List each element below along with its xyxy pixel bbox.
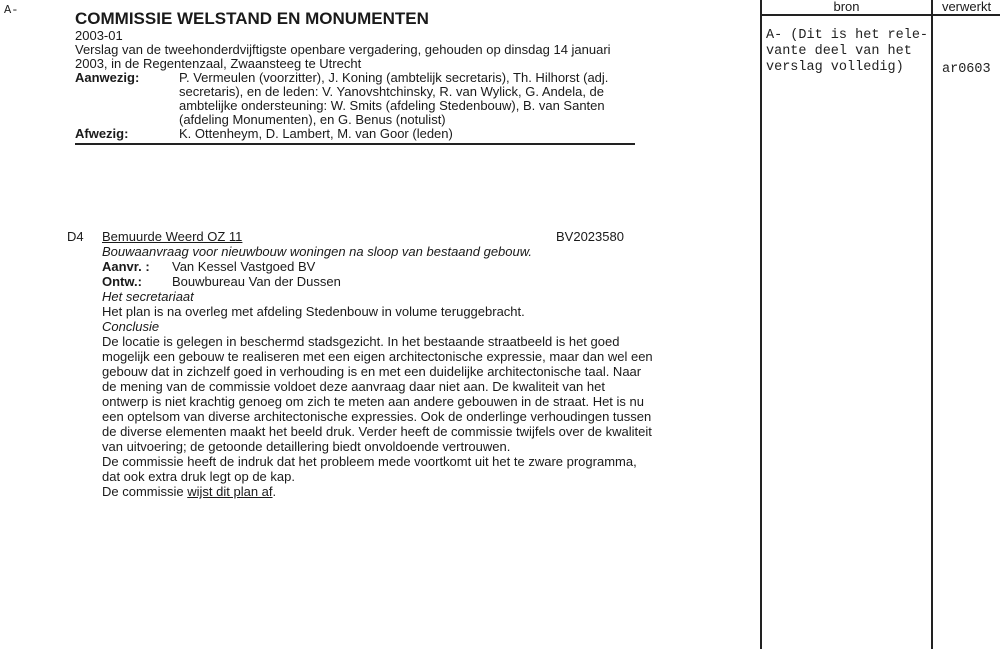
- conclusion-line: gebouw dat in zichzelf goed in verhouding is en met een duidelijke architectonische taal. Naar: [102, 364, 642, 379]
- report-line-2: 2003, in de Regentenzaal, Zwaansteeg te Utrecht: [75, 56, 362, 71]
- margin-mark: A-: [4, 3, 19, 17]
- table-header-rule: [760, 14, 1000, 16]
- conclusion-line: een optelsom van diverse architectonische expressies. Ook de onderlinge verhoudingen tussen: [102, 409, 652, 424]
- present-label: Aanwezig:: [75, 70, 140, 85]
- verdict-prefix: De commissie: [102, 484, 188, 499]
- conclusion-line: de diverse elementen maakt het beeld druk. Verder heeft de commissie twijfels over de kwaliteit: [102, 424, 652, 439]
- item-description: Bouwaanvraag voor nieuwbouw woningen na sloop van bestaand gebouw.: [102, 244, 533, 259]
- conclusion-line: mogelijk een gebouw te realiseren met een eigen architectonische expressie, maar dan wel een: [102, 349, 653, 364]
- verdict-suffix: .: [272, 484, 277, 499]
- conclusion-line: van uitvoering; de getoonde detaillering biedt onvoldoende vertrouwen.: [102, 439, 511, 454]
- item-reference: BV2023580: [556, 229, 624, 244]
- conclusion-line: De locatie is gelegen in beschermd stadsgezicht. In het bestaande straatbeeld is het goed: [102, 334, 620, 349]
- source-line: verslag volledig): [766, 60, 904, 75]
- designer-label: Ontw.:: [102, 274, 142, 289]
- column-header-processed: verwerkt: [941, 0, 992, 14]
- designer: Bouwbureau Van der Dussen: [172, 274, 341, 289]
- item-code: D4: [67, 229, 84, 244]
- conclusion-heading: Conclusie: [102, 319, 160, 334]
- conclusion-line: ontwerp is niet krachtig genoeg om zich te meten aan andere gebouwen in de straat. Het is nu: [102, 394, 644, 409]
- source-line: vante deel van het: [766, 44, 912, 59]
- document-title: COMMISSIE WELSTAND EN MONUMENTEN: [75, 9, 429, 28]
- absent-list: K. Ottenheym, D. Lambert, M. van Goor (leden): [179, 126, 453, 141]
- conclusion-line: dat ook extra druk legt op de kap.: [102, 469, 295, 484]
- conclusion-line: de mening van de commissie voldoet deze aanvraag daar niet aan. De kwaliteit van het: [102, 379, 605, 394]
- source-line: A- (Dit is het rele-: [766, 28, 929, 43]
- present-line: ambtelijke ondersteuning: W. Smits (afdeling Stedenbouw), B. van Santen: [179, 98, 605, 113]
- table-border-left: [760, 0, 762, 649]
- meeting-number: 2003-01: [75, 28, 123, 43]
- table-border-middle: [931, 0, 933, 649]
- verdict: [102, 484, 276, 499]
- applicant-label: Aanvr. :: [102, 259, 150, 274]
- conclusion-line: De commissie heeft de indruk dat het probleem mede voortkomt uit het te zware programma,: [102, 454, 637, 469]
- item-location: Bemuurde Weerd OZ 11: [102, 229, 243, 244]
- report-line-1: Verslag van de tweehonderdvijftigste openbare vergadering, gehouden op dinsdag 14 januari: [75, 42, 611, 57]
- absent-label: Afwezig:: [75, 126, 129, 141]
- applicant: Van Kessel Vastgoed BV: [172, 259, 316, 274]
- present-line: P. Vermeulen (voorzitter), J. Koning (ambtelijk secretaris), Th. Hilhorst (adj.: [179, 70, 609, 85]
- header-rule: [75, 143, 635, 145]
- secretariat-heading: Het secretariaat: [102, 289, 194, 304]
- column-header-source: bron: [833, 0, 860, 14]
- present-line: (afdeling Monumenten), en G. Benus (notulist): [179, 112, 446, 127]
- processed-code: ar0603: [942, 62, 991, 77]
- verdict-decision: wijst dit plan af: [187, 484, 273, 499]
- present-line: secretaris), en de leden: V. Yanovshtchinsky, R. van Wylick, G. Andela, de: [179, 84, 605, 99]
- secretariat-text: Het plan is na overleg met afdeling Stedenbouw in volume teruggebracht.: [102, 304, 525, 319]
